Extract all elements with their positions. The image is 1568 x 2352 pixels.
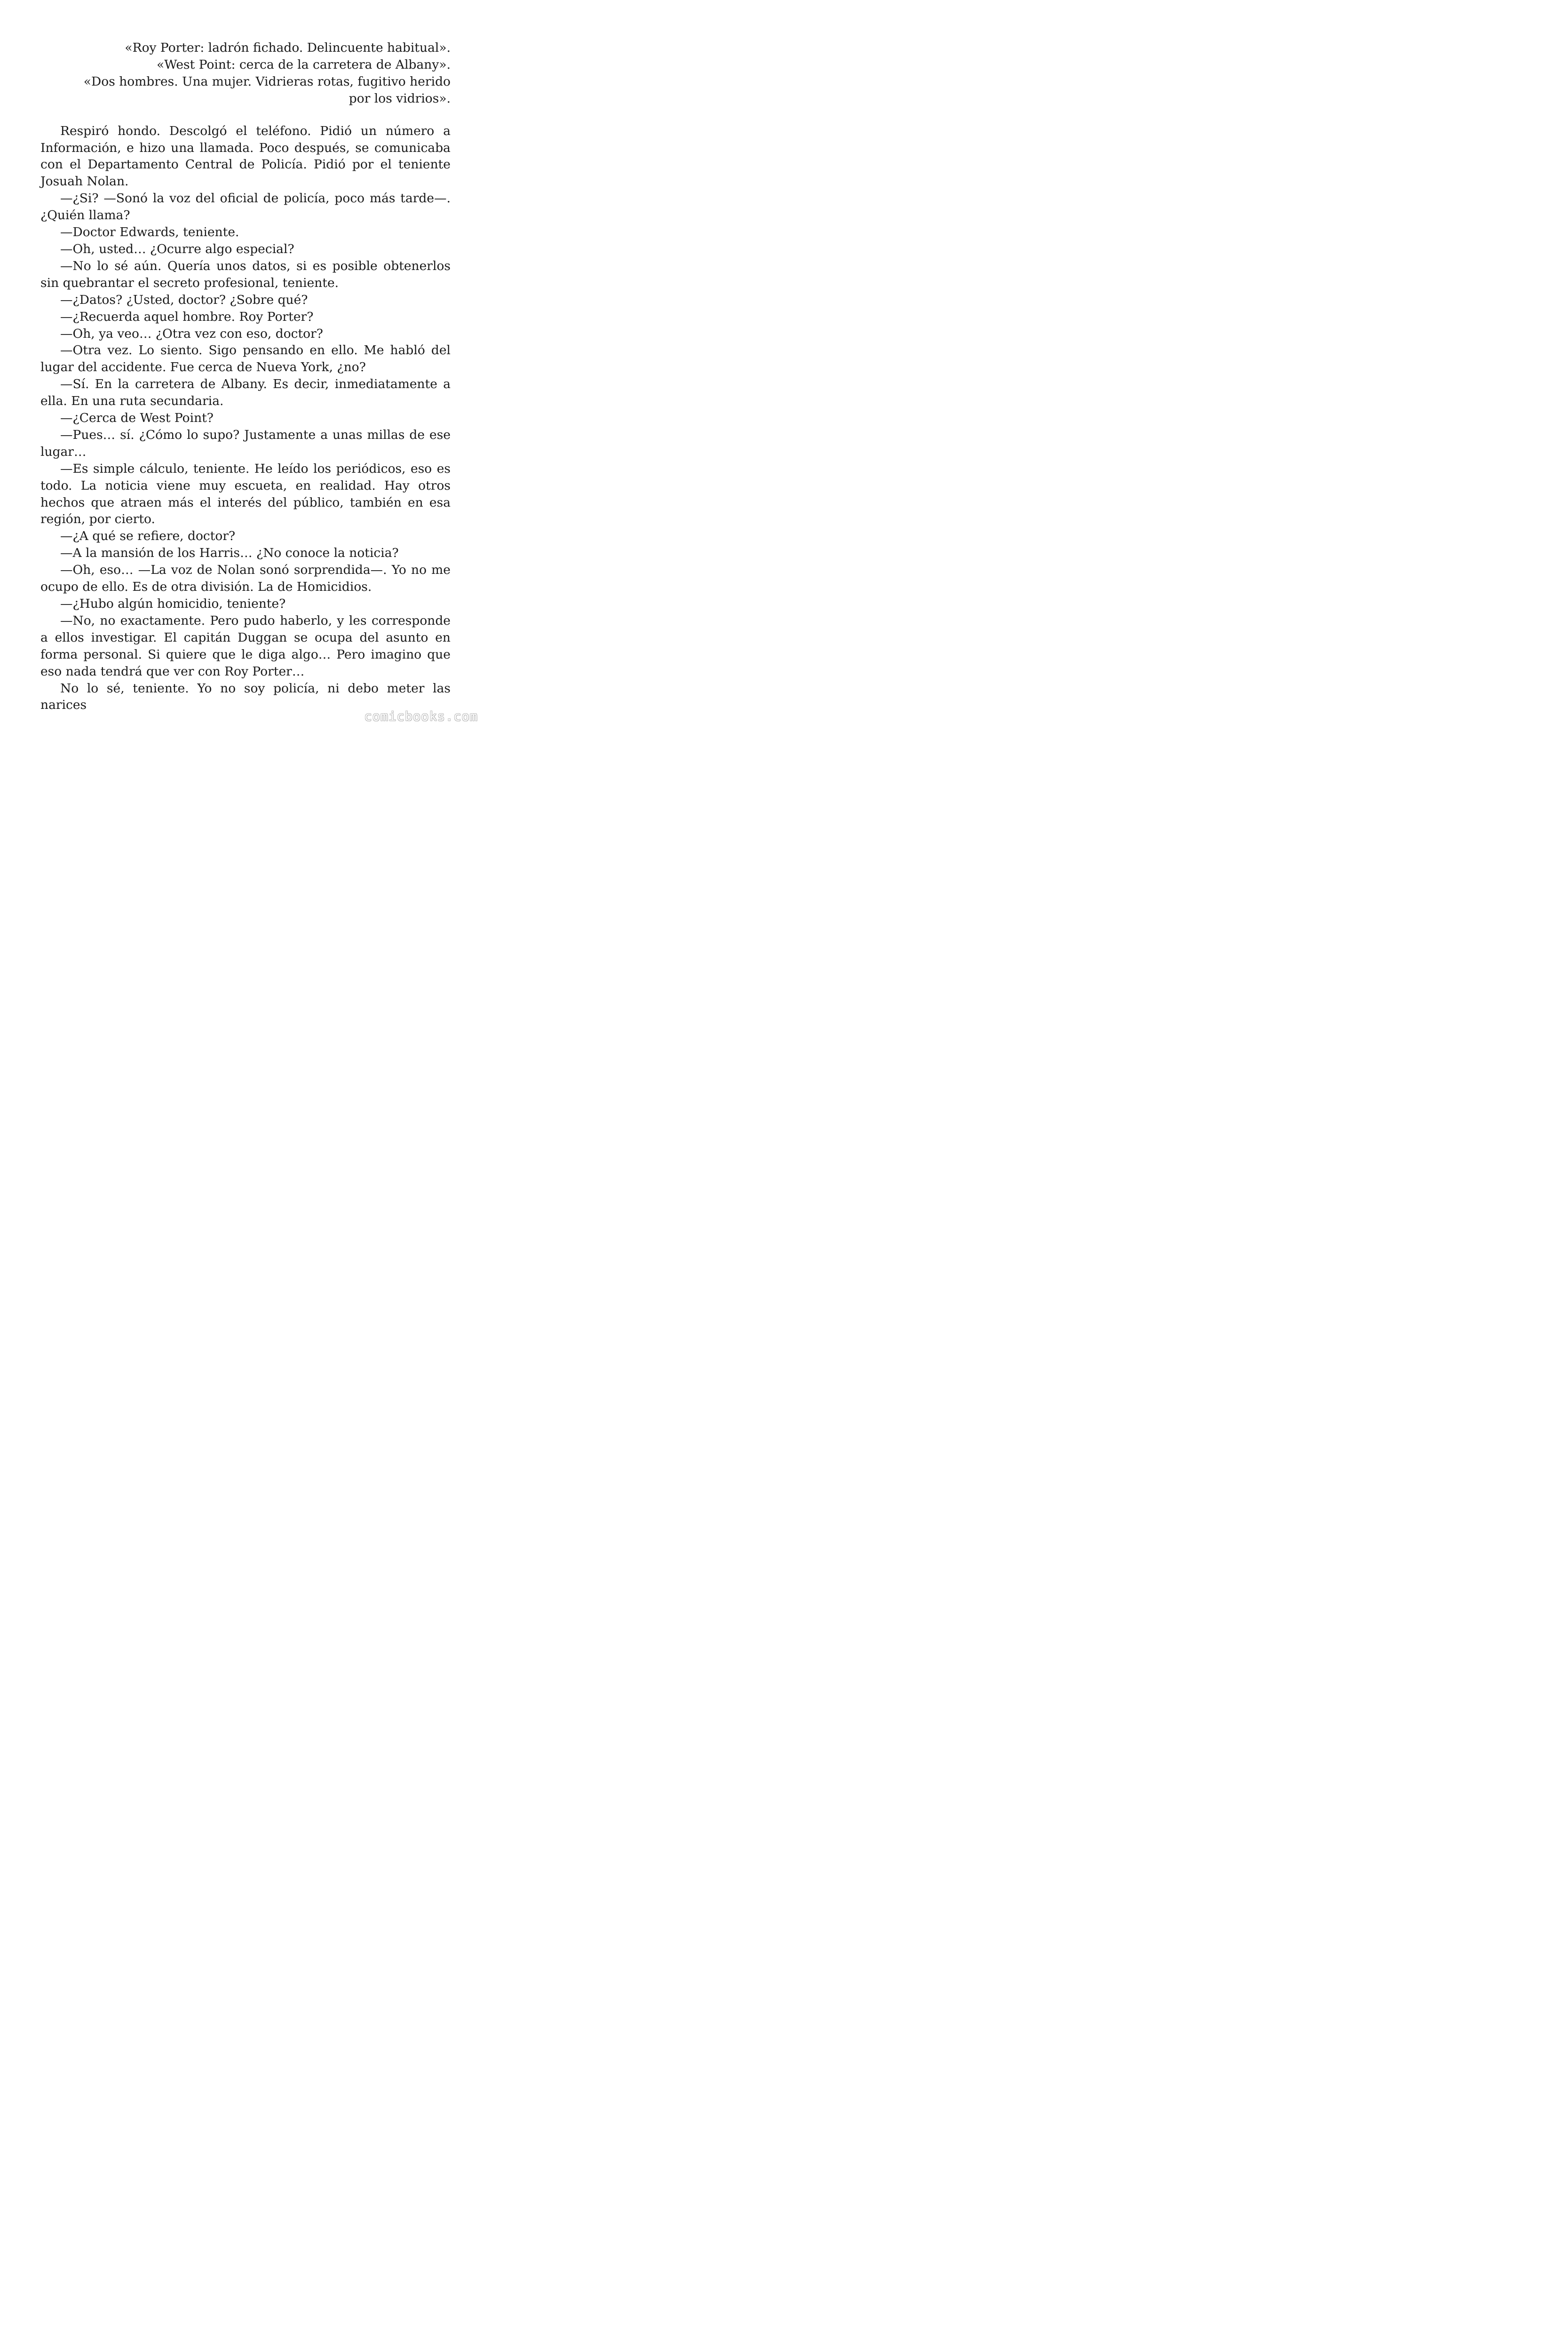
paragraph: —¿Recuerda aquel hombre. Roy Porter? [60, 309, 314, 324]
quote-line: «Roy Porter: ladrón fichado. Delincuente habitual». [125, 40, 451, 55]
paragraph: —¿Datos? ¿Usted, doctor? ¿Sobre qué? [60, 292, 308, 307]
paragraph: —Otra vez. Lo siento. Sigo pensando en ello. Me habló del lugar del accidente. Fue cerca de Nueva York, ¿no? [40, 343, 451, 375]
paragraph: —Es simple cálculo, teniente. He leído los periódicos, eso es todo. La noticia viene muy escueta, en realidad. Hay otros hechos que atraen más el interés del público, también en esa región, por cierto. [40, 461, 451, 527]
paragraph: —¿A qué se refiere, doctor? [60, 529, 236, 544]
paragraph: —Oh, usted… ¿Ocurre algo especial? [60, 241, 294, 256]
paragraph: —No lo sé aún. Quería unos datos, si es posible obtenerlos sin quebrantar el secreto profesional, teniente. [40, 258, 451, 290]
paragraph: —Oh, ya veo… ¿Otra vez con eso, doctor? [60, 326, 323, 341]
watermark-text: comicbooks.com [364, 709, 478, 724]
paragraph: —¿Cerca de West Point? [60, 411, 214, 426]
section-spacer [40, 107, 451, 123]
paragraph: —A la mansión de los Harris… ¿No conoce la noticia? [60, 546, 399, 561]
paragraph: Respiró hondo. Descolgó el teléfono. Pidió un número a Información, e hizo una llamada. Poco después, se comunicaba con el Departamento Central de Policía. Pidió por el teniente Josuah Nolan. [40, 123, 451, 189]
paragraph: —¿Si? —Sonó la voz del oficial de policía, poco más tarde—. ¿Quién llama? [40, 191, 451, 223]
quote-line: «Dos hombres. Una mujer. Vidrieras rotas, fugitivo herido por los vidrios». [83, 74, 451, 106]
paragraph: No lo sé, teniente. Yo no soy policía, ni debo meter las narices [40, 681, 451, 713]
paragraph: —Doctor Edwards, teniente. [60, 225, 239, 240]
paragraph: —No, no exactamente. Pero pudo haberlo, y les corresponde a ellos investigar. El capitán Duggan se ocupa del asunto en forma personal. Si quiere que le diga algo… Pero imagino que eso nada tendrá que ver con Roy Porter… [40, 613, 451, 679]
paragraph: —Sí. En la carretera de Albany. Es decir, inmediatamente a ella. En una ruta secundaria. [40, 377, 451, 409]
book-page-text [40, 40, 451, 714]
paragraph: —Oh, eso… —La voz de Nolan sonó sorprendida—. Yo no me ocupo de ello. Es de otra división. La de Homicidios. [40, 563, 451, 595]
paragraph: —Pues… sí. ¿Cómo lo supo? Justamente a unas millas de ese lugar… [40, 427, 451, 459]
paragraph: —¿Hubo algún homicidio, teniente? [60, 596, 286, 611]
quote-line: «West Point: cerca de la carretera de Albany». [157, 57, 451, 72]
